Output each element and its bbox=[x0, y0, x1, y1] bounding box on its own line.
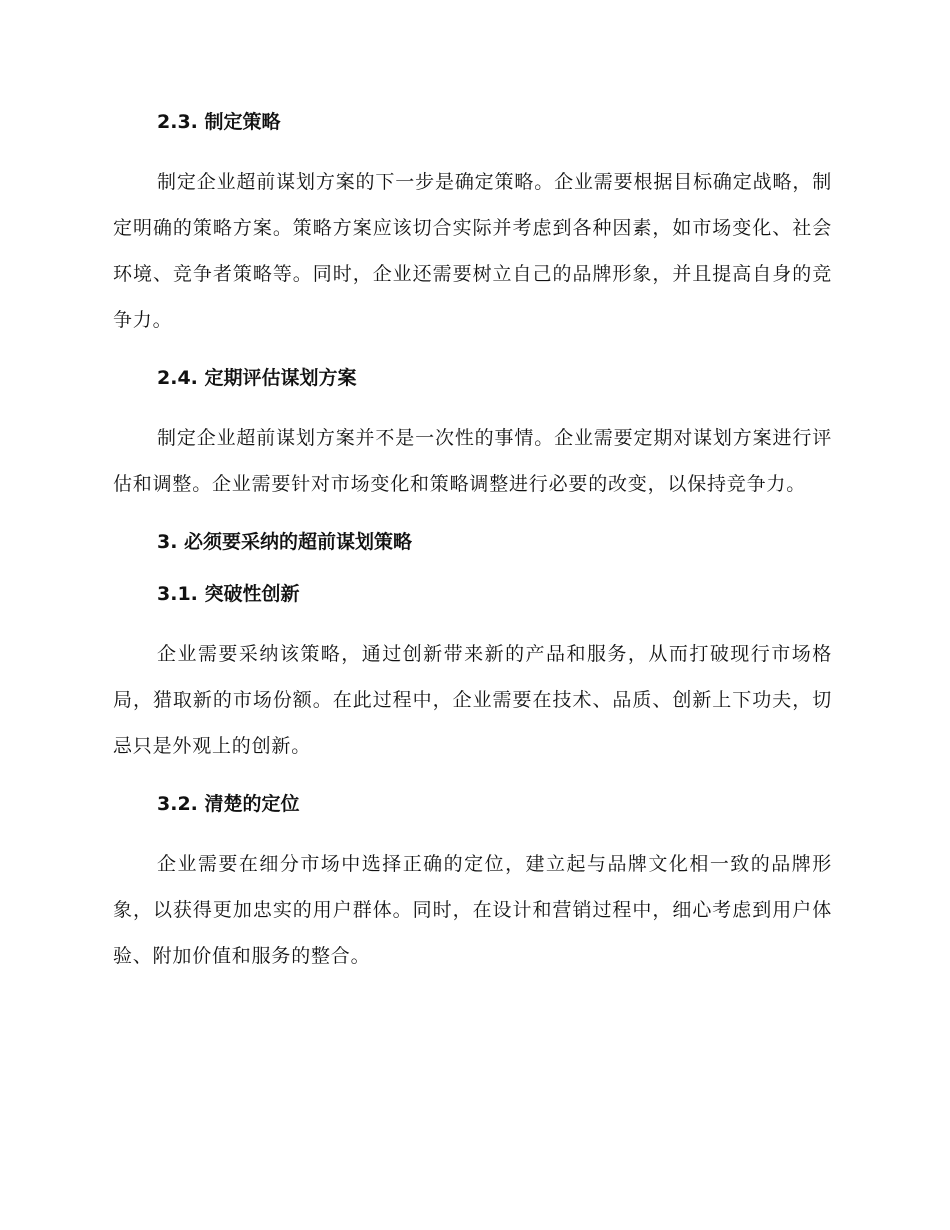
section-body-2-4: 制定企业超前谋划方案并不是一次性的事情。企业需要定期对谋划方案进行评估和调整。企业需要针对市场变化和策略调整进行必要的改变，以保持竞争力。 bbox=[113, 427, 832, 495]
section-body-3-1: 企业需要采纳该策略，通过创新带来新的产品和服务，从而打破现行市场格局，猎取新的市场份额。在此过程中，企业需要在技术、品质、创新上下功夫，切忌只是外观上的创新。 bbox=[113, 643, 832, 757]
section-heading-3: 3. 必须要采纳的超前谋划策略 bbox=[157, 531, 413, 553]
section-heading-2-3: 2.3. 制定策略 bbox=[157, 111, 281, 133]
section-body-2-3: 制定企业超前谋划方案的下一步是确定策略。企业需要根据目标确定战略，制定明确的策略方案。策略方案应该切合实际并考虑到各种因素，如市场变化、社会环境、竞争者策略等。同时，企业还需要树立自己的品牌形象，并且提高自身的竞争力。 bbox=[113, 171, 832, 331]
section-heading-2-4: 2.4. 定期评估谋划方案 bbox=[157, 367, 357, 389]
section-body-3-2: 企业需要在细分市场中选择正确的定位，建立起与品牌文化相一致的品牌形象，以获得更加忠实的用户群体。同时，在设计和营销过程中，细心考虑到用户体验、附加价值和服务的整合。 bbox=[113, 853, 832, 967]
section-heading-3-2: 3.2. 清楚的定位 bbox=[157, 793, 300, 815]
section-heading-3-1: 3.1. 突破性创新 bbox=[157, 583, 300, 605]
